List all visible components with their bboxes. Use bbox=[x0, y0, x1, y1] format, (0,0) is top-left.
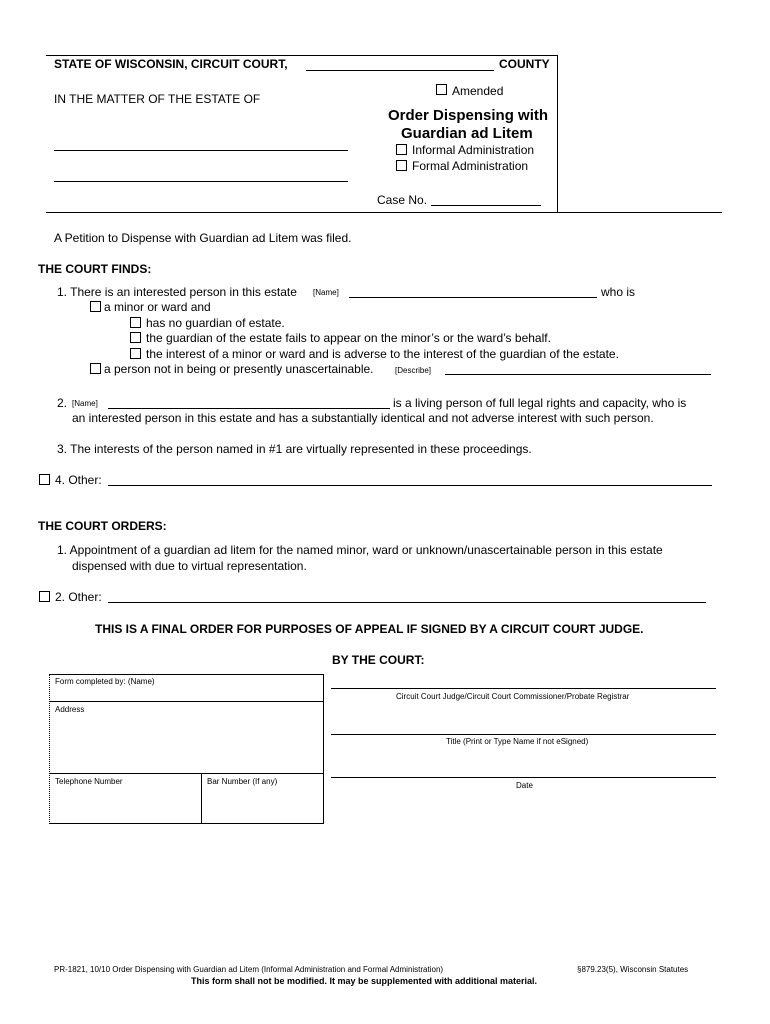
header-bottom-rule bbox=[46, 212, 722, 213]
interest-adverse-checkbox[interactable] bbox=[130, 348, 141, 359]
minor-or-ward-checkbox[interactable] bbox=[90, 301, 101, 312]
finding-4-label: 4. Other: bbox=[55, 473, 102, 487]
decedent-name-field-2[interactable] bbox=[54, 181, 348, 182]
interest-adverse-label: the interest of a minor or ward and is adverse to the interest of the guardian of the estate. bbox=[146, 347, 619, 361]
order-2-other-field[interactable] bbox=[108, 602, 706, 603]
bar-number-label: Bar Number (If any) bbox=[207, 777, 278, 786]
finding-2-number: 2. bbox=[57, 396, 68, 410]
not-in-being-label: a person not in being or presently unascertainable. bbox=[104, 362, 374, 376]
estate-matter-label: IN THE MATTER OF THE ESTATE OF bbox=[54, 92, 261, 106]
order-1-line1: 1. Appointment of a guardian ad litem for the named minor, ward or unknown/unascertainable person in this estate bbox=[57, 543, 663, 557]
finding-1-text: 1. There is an interested person in this estate bbox=[57, 285, 297, 299]
case-number-field[interactable] bbox=[431, 205, 541, 206]
completed-by-label: Form completed by: (Name) bbox=[55, 677, 155, 686]
finding-2-name-hint: [Name] bbox=[72, 399, 98, 408]
judge-signature-line[interactable] bbox=[331, 688, 716, 689]
informal-administration-label: Informal Administration bbox=[412, 143, 535, 157]
decedent-name-field-1[interactable] bbox=[54, 150, 348, 151]
header-right-rule bbox=[557, 56, 558, 213]
describe-hint: [Describe] bbox=[395, 366, 432, 375]
statute-reference: §879.23(5), Wisconsin Statutes bbox=[577, 965, 689, 974]
amended-checkbox[interactable] bbox=[436, 84, 447, 95]
modification-notice: This form shall not be modified. It may be supplemented with additional material. bbox=[191, 976, 538, 986]
date-caption: Date bbox=[516, 781, 533, 790]
court-finds-heading: THE COURT FINDS: bbox=[38, 262, 152, 276]
court-orders-heading: THE COURT ORDERS: bbox=[38, 519, 167, 533]
final-order-notice: THIS IS A FINAL ORDER FOR PURPOSES OF APPEAL IF SIGNED BY A CIRCUIT COURT JUDGE. bbox=[95, 622, 644, 636]
guardian-fails-label: the guardian of the estate fails to appear on the minor’s or the ward’s behalf. bbox=[146, 331, 551, 345]
formal-administration-checkbox[interactable] bbox=[396, 160, 407, 171]
form-title-line1: Order Dispensing with bbox=[388, 107, 549, 124]
formal-administration-label: Formal Administration bbox=[412, 159, 529, 173]
petition-statement: A Petition to Dispense with Guardian ad Litem was filed. bbox=[54, 231, 352, 245]
state-court-label: STATE OF WISCONSIN, CIRCUIT COURT, bbox=[54, 57, 288, 71]
guardian-fails-checkbox[interactable] bbox=[130, 332, 141, 343]
telephone-label: Telephone Number bbox=[55, 777, 123, 786]
order-1-line2: dispensed with due to virtual representation. bbox=[72, 559, 307, 573]
finding-1-name-field[interactable] bbox=[349, 297, 597, 298]
date-signature-line[interactable] bbox=[331, 777, 716, 778]
finding-2-name-field[interactable] bbox=[108, 408, 390, 409]
amended-label: Amended bbox=[452, 84, 504, 98]
by-the-court-label: BY THE COURT: bbox=[332, 653, 425, 667]
order-2-label: 2. Other: bbox=[55, 590, 102, 604]
form-identifier: PR-1821, 10/10 Order Dispensing with Guardian ad Litem (Informal Administration and Formal Administration) bbox=[54, 965, 444, 974]
preparer-box-divider-2 bbox=[50, 773, 324, 774]
finding-1-who-is: who is bbox=[601, 285, 636, 299]
finding-1-name-hint: [Name] bbox=[313, 288, 339, 297]
header-top-rule bbox=[46, 55, 558, 56]
describe-field[interactable] bbox=[445, 374, 711, 375]
informal-administration-checkbox[interactable] bbox=[396, 144, 407, 155]
preparer-box bbox=[49, 674, 324, 824]
form-title-line2: Guardian ad Litem bbox=[401, 125, 533, 142]
finding-3-text: 3. The interests of the person named in #1 are virtually represented in these proceedings. bbox=[57, 442, 532, 456]
title-signature-caption: Title (Print or Type Name if not eSigned) bbox=[446, 737, 589, 746]
finding-2-text-continued: an interested person in this estate and has a substantially identical and not adverse interest with such person. bbox=[72, 411, 654, 425]
finding-4-checkbox[interactable] bbox=[39, 474, 50, 485]
no-guardian-label: has no guardian of estate. bbox=[146, 316, 285, 330]
order-2-checkbox[interactable] bbox=[39, 591, 50, 602]
not-in-being-checkbox[interactable] bbox=[90, 363, 101, 374]
title-signature-line[interactable] bbox=[331, 734, 716, 735]
county-label: COUNTY bbox=[499, 57, 550, 71]
preparer-box-divider-1 bbox=[50, 701, 324, 702]
finding-2-text: is a living person of full legal rights and capacity, who is bbox=[393, 396, 687, 410]
no-guardian-checkbox[interactable] bbox=[130, 317, 141, 328]
minor-or-ward-label: a minor or ward and bbox=[104, 300, 211, 314]
finding-4-other-field[interactable] bbox=[108, 485, 712, 486]
address-label: Address bbox=[55, 705, 85, 714]
judge-signature-caption: Circuit Court Judge/Circuit Court Commissioner/Probate Registrar bbox=[396, 692, 630, 701]
preparer-box-divider-3 bbox=[201, 774, 202, 824]
county-name-field[interactable] bbox=[306, 70, 494, 71]
case-number-label: Case No. bbox=[377, 193, 428, 207]
